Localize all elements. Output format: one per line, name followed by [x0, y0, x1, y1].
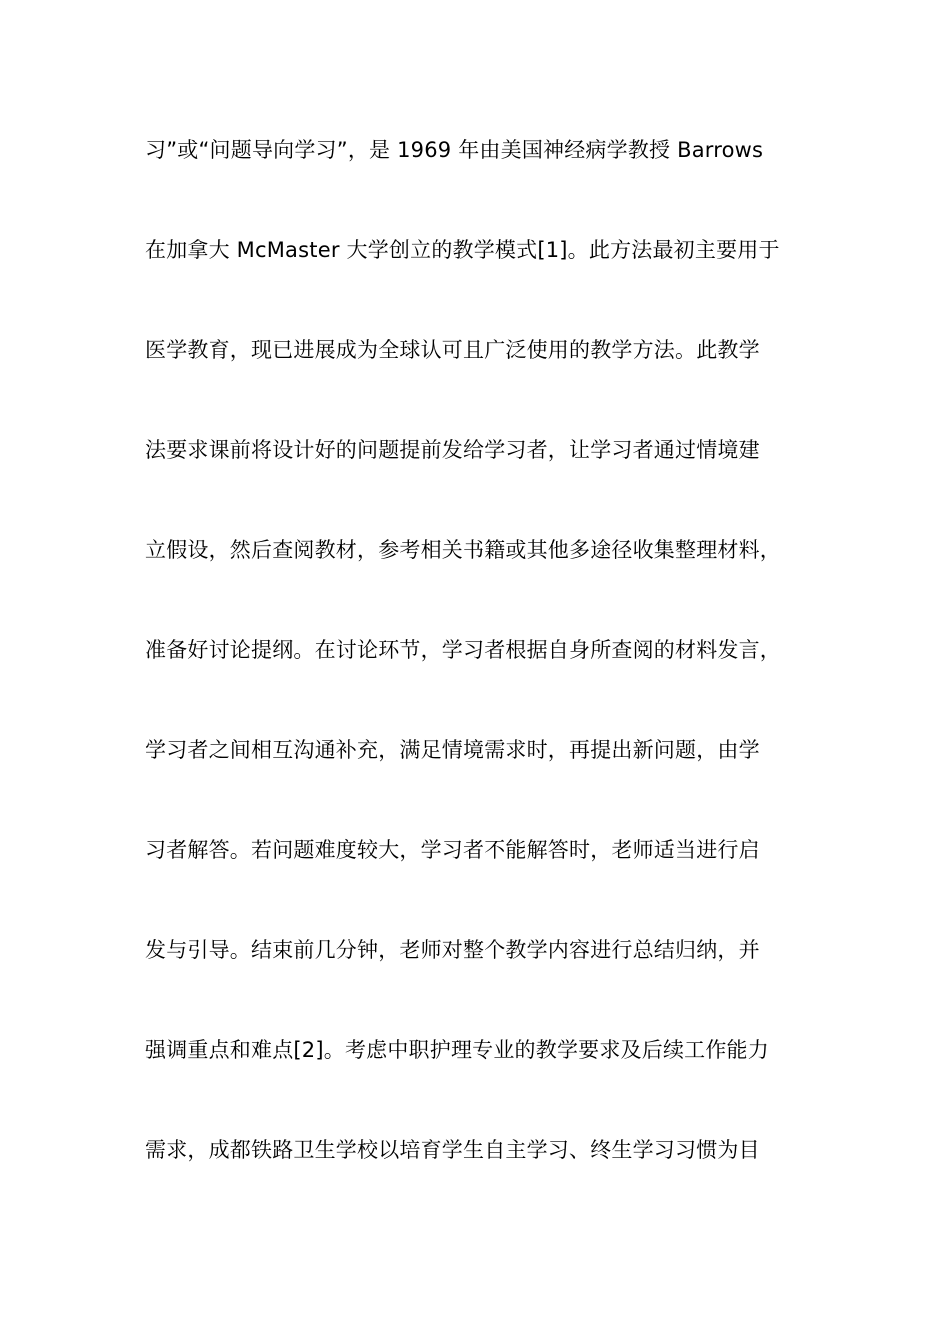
body-text-line: 强调重点和难点[2]。考虑中职护理专业的教学要求及后续工作能力 [145, 1038, 769, 1062]
body-text-line: 立假设，然后查阅教材，参考相关书籍或其他多途径收集整理材料， [145, 538, 781, 562]
body-text-line: 习”或“问题导向学习”，是 1969 年由美国神经病学教授 Barrows [145, 138, 764, 162]
body-text-line: 医学教育，现已进展成为全球认可且广泛使用的教学方法。此教学 [145, 338, 760, 362]
body-text-line: 准备好讨论提纲。在讨论环节，学习者根据自身所查阅的材料发言， [145, 638, 781, 662]
body-text-line: 法要求课前将设计好的问题提前发给学习者，让学习者通过情境建 [145, 438, 760, 462]
body-text-line: 学习者之间相互沟通补充，满足情境需求时，再提出新问题，由学 [145, 738, 760, 762]
body-text-line: 习者解答。若问题难度较大，学习者不能解答时，老师适当进行启 [145, 838, 760, 862]
body-text-line: 需求，成都铁路卫生学校以培育学生自主学习、终生学习习惯为目 [145, 1138, 760, 1162]
body-text-line: 发与引导。结束前几分钟，老师对整个教学内容进行总结归纳，并 [145, 938, 760, 962]
body-text-line: 在加拿大 McMaster 大学创立的教学模式[1]。此方法最初主要用于 [145, 238, 780, 262]
